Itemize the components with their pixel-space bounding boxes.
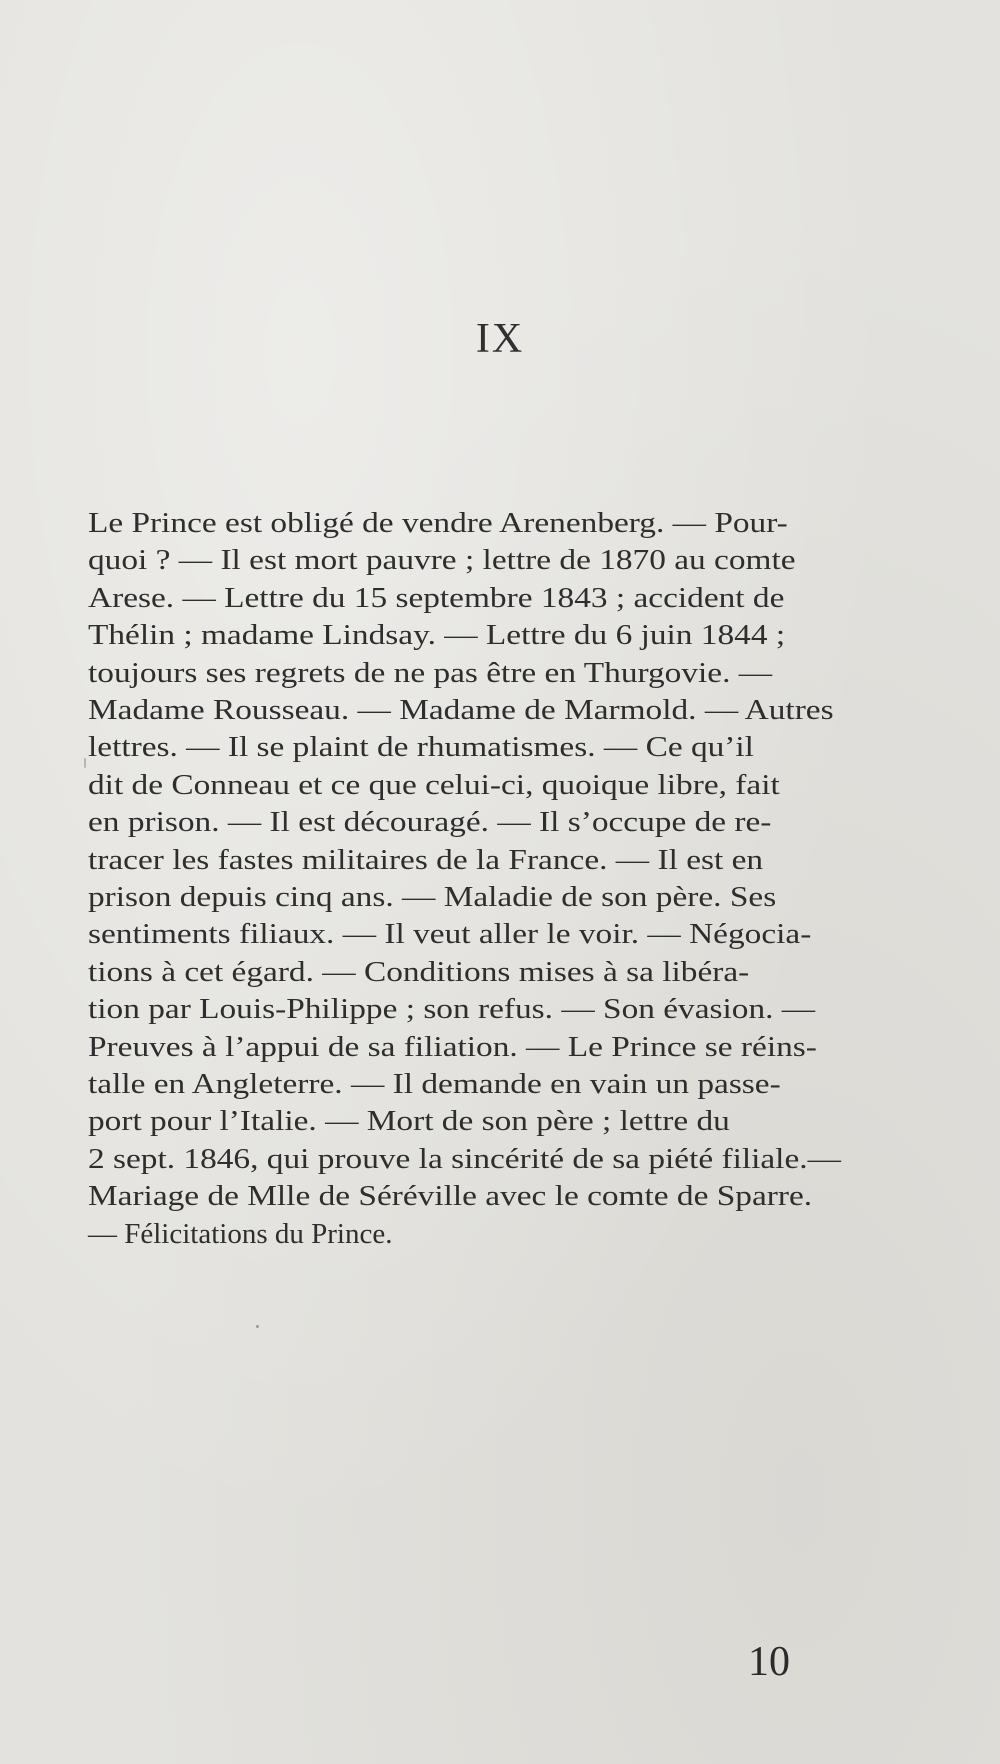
summary-line: Madame Rousseau. — Madame de Marmold. — Autres — [88, 694, 834, 726]
summary-line: tion par Louis-Philippe ; son refus. — Son évasion. — — [88, 993, 816, 1026]
chapter-number: IX — [475, 316, 525, 362]
paper-speck — [84, 758, 86, 768]
summary-line: Le Prince est obligé de vendre Arenenberg. — Pour- — [88, 507, 788, 539]
paper-speck — [256, 1325, 259, 1328]
summary-line: tions à cet égard. — Conditions mises à sa libéra- — [88, 955, 750, 988]
summary-line: prison depuis cinq ans. — Maladie de son père. Ses — [88, 881, 777, 913]
summary-line: toujours ses regrets de ne pas être en Thurgovie. — — [88, 656, 773, 689]
summary-line: 2 sept. 1846, qui prouve la sincérité de sa piété filiale.— — [88, 1142, 841, 1175]
summary-line: — Félicitations du Prince. — [88, 1217, 393, 1250]
summary-line: en prison. — Il est découragé. — Il s’occupe de re- — [88, 806, 772, 839]
summary-line: quoi ? — Il est mort pauvre ; lettre de 1870 au comte — [88, 544, 796, 577]
summary-line: sentiments filiaux. — Il veut aller le voir. — Négocia- — [88, 918, 812, 951]
summary-line: Preuves à l’appui de sa filiation. — Le Prince se réins- — [88, 1030, 817, 1063]
summary-line: lettres. — Il se plaint de rhumatismes. — Ce qu’il — [88, 731, 754, 764]
summary-line: talle en Angleterre. — Il demande en vain un passe- — [88, 1068, 781, 1100]
summary-line: Arese. — Lettre du 15 septembre 1843 ; accident de — [88, 581, 785, 614]
summary-line: Mariage de Mlle de Séréville avec le comte de Sparre. — [88, 1180, 813, 1213]
summary-line: dit de Conneau et ce que celui-ci, quoique libre, fait — [88, 768, 780, 801]
summary-line: port pour l’Italie. — Mort de son père ; lettre du — [88, 1105, 730, 1138]
summary-line: tracer les fastes militaires de la France. — Il est en — [88, 843, 764, 876]
page-number: 10 — [748, 1639, 790, 1685]
summary-line: Thélin ; madame Lindsay. — Lettre du 6 juin 1844 ; — [88, 619, 786, 652]
